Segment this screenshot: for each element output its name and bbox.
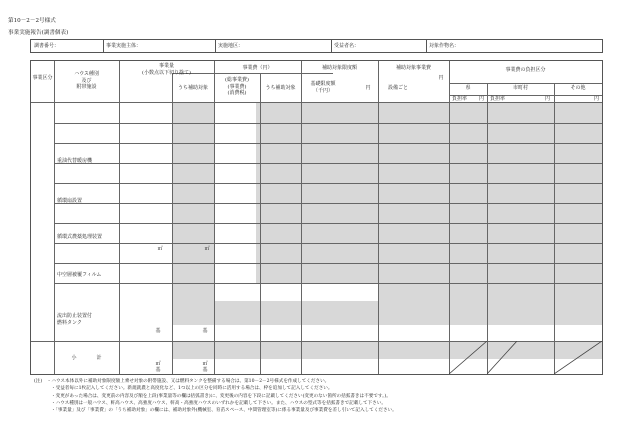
unit-ki: 基 — [155, 367, 161, 373]
header-limit-yen: 円 — [365, 85, 371, 91]
header-municipality: 市町村 — [512, 85, 528, 91]
row-label-pesticide: 循環式農薬処理装置 — [57, 234, 103, 240]
header-rate2: 負担率 — [490, 96, 506, 102]
header-rate1: 負担率 — [452, 96, 468, 102]
header-cost: 事業費（円） — [242, 65, 273, 71]
note-line: ・ハウス種別は一般ハウス、軒高ハウス、高強度ハウス、軒高・高強度ハウスのいずれかを記載して下さい。また、ハウスの型式等を括弧書きで記載して下さい。 — [51, 400, 386, 406]
form-number: 第10－2－2号様式 — [8, 18, 56, 24]
row-label-film: 中空層被覆フィルム — [57, 272, 102, 278]
note-line: (注) ・ハウス本体以外に補助対象限度額上乗せ対象の附帯施設、又は燃料タンクを整備する場合は、第10－2－2号様式を作成してください。 — [34, 379, 330, 384]
header-share: 事業費の負担区分 — [505, 67, 546, 73]
area-label: 実施地区： — [218, 43, 244, 49]
row-label-fan: 循環扇設置 — [57, 198, 83, 204]
slash-mark — [449, 341, 487, 374]
unit-ki: 基 — [202, 328, 208, 334]
implementer-label: 事業実施主体： — [106, 43, 142, 49]
header-other: その他 — [570, 85, 586, 91]
unit-m2: ㎡ — [202, 361, 208, 367]
slash-mark — [487, 341, 517, 374]
note-line: ・変更があった場合は、変更前の内容及び額を上段(事業量等の欄は括弧書き)に、変更後の内容を下段に記載してください(変更のない箇所の括弧書きは不要です。)。 — [51, 393, 391, 399]
row-label-tank: 流出防止装置付 燃料タンク — [57, 313, 93, 326]
subtotal-label: 小 計 — [71, 355, 102, 361]
unit-ki: 基 — [155, 328, 161, 334]
header-category: 事業区分 — [32, 75, 53, 81]
header-subsidy-yen: 円 — [438, 75, 444, 81]
note-line: ・受益者毎に1枚記入してください。新規就農と高度化など、1つ以上の区分を同時に活用する場合は、枠を追加して記入してください。 — [51, 386, 333, 392]
header-yen3: 円 — [594, 96, 600, 102]
header-yen2: 円 — [545, 96, 551, 102]
form-title: 事業実施報告(調書個表) — [8, 30, 69, 36]
header-subsidy-cost: 補助対象事業費 — [395, 65, 431, 71]
header-limit-base: 基礎限度額 （千円） — [310, 81, 336, 94]
header-quantity: 事業量 (小数点以下切り捨て) — [142, 63, 191, 76]
header-cost-sub: うち補助対象 — [265, 85, 296, 91]
info-row — [30, 39, 603, 53]
notes — [34, 378, 604, 414]
unit-m2: ㎡ — [204, 246, 210, 252]
header-limit: 補助対象限度額 — [321, 65, 357, 71]
unit-m2: ㎡ — [157, 246, 163, 252]
unit-ki: 基 — [202, 367, 208, 373]
header-prefecture: 県 — [465, 85, 471, 91]
header-yen1: 円 — [479, 96, 485, 102]
crop-label: 対象作物名： — [429, 43, 460, 49]
row-label-heater: 重油代替暖房機 — [57, 158, 93, 164]
unit-m2: ㎡ — [155, 361, 161, 367]
slash-mark — [554, 341, 602, 374]
header-quantity-sub: うち補助対象 — [177, 85, 208, 91]
header-subsidy-each: 設備ごと — [387, 85, 408, 91]
header-cost-total: (総事業費) (事業費) (消費税) — [225, 77, 249, 96]
header-facility: ハウス種別 及び 附帯施設 — [74, 71, 99, 90]
report-table — [30, 60, 603, 375]
note-line: ・「事業量」及び「事業費」の「うち補助対象」の欄には、補助対象外(機械室、育苗スペース、中間管理室等)に係る事業量及び事業費を差し引いて記入してください。 — [51, 408, 397, 414]
survey-no-label: 調書番号： — [34, 43, 60, 49]
recipient-label: 受益者名： — [334, 43, 360, 49]
